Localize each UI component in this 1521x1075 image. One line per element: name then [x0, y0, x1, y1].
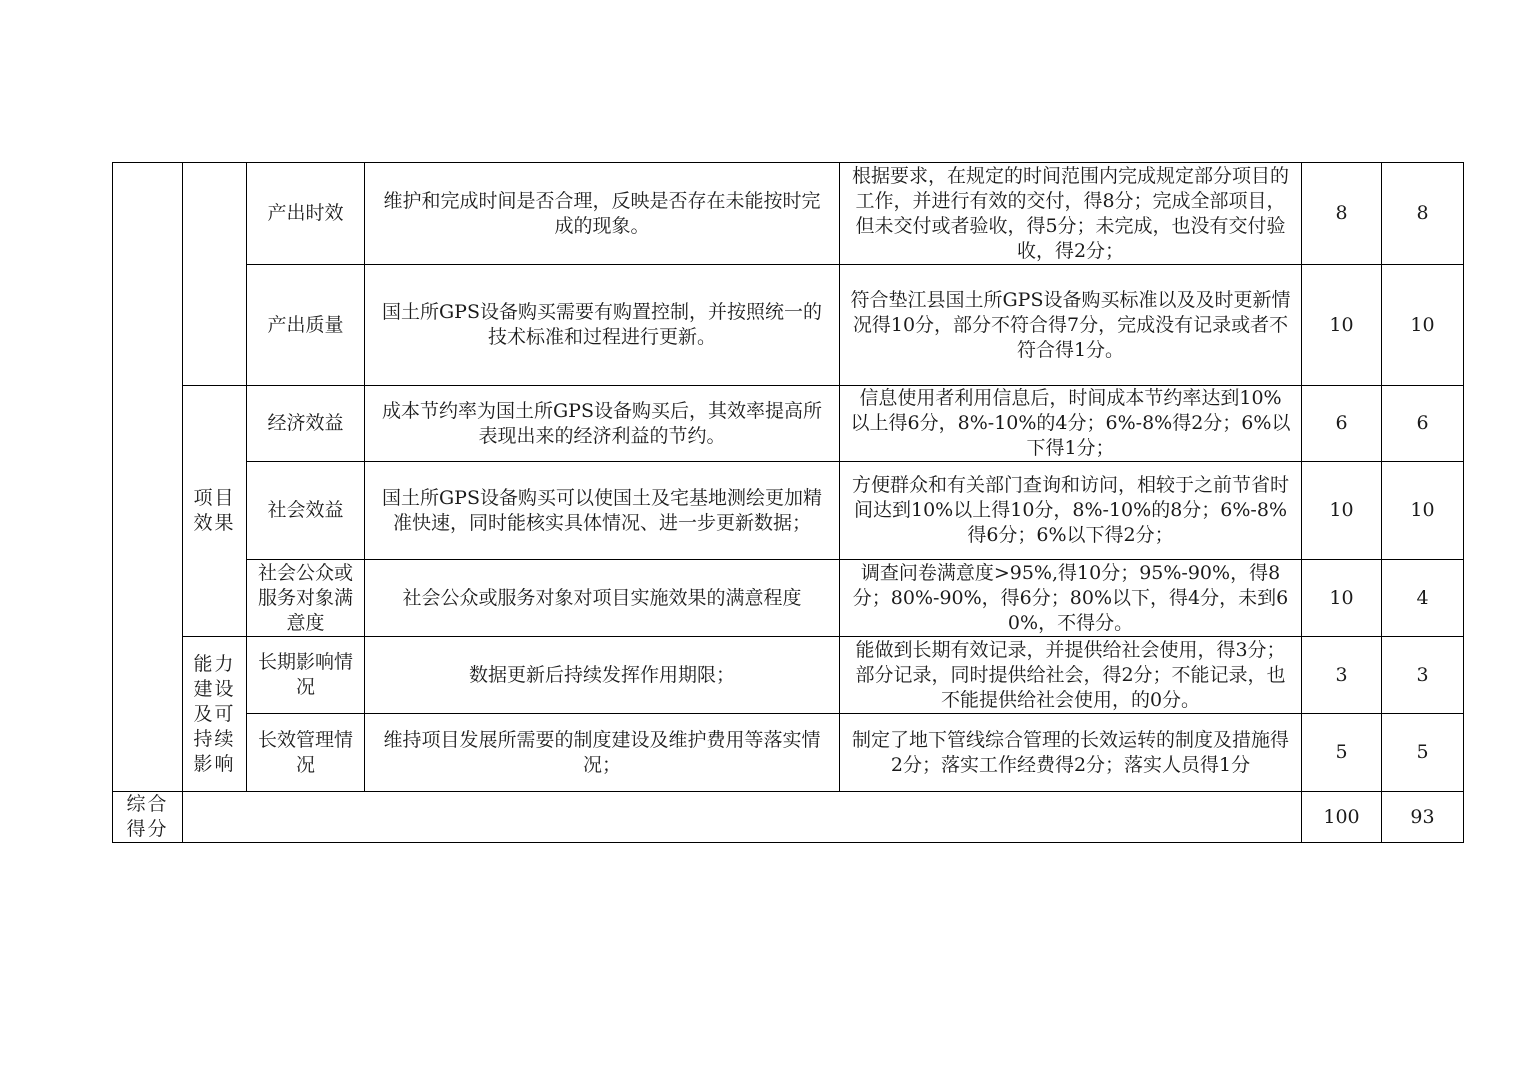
total-row — [113, 792, 1464, 843]
category-project-effect: 项目效果 — [183, 386, 247, 637]
indicator-cell: 产出质量 — [247, 265, 365, 386]
criteria-cell: 能做到长期有效记录，并提供给社会使用，得3分；部分记录，同时提供给社会，得2分；不能记录，也不能提供给社会使用，的0分。 — [840, 637, 1302, 714]
full-score-cell: 10 — [1302, 462, 1382, 560]
indicator-cell: 社会公众或服务对象满意度 — [247, 560, 365, 637]
content-cell: 国土所GPS设备购买需要有购置控制，并按照统一的技术标准和过程进行更新。 — [365, 265, 840, 386]
table-row — [113, 386, 1464, 462]
table-row — [113, 163, 1464, 265]
second-level-indicator-cell — [183, 163, 247, 386]
content-cell: 成本节约率为国土所GPS设备购买后，其效率提高所表现出来的经济利益的节约。 — [365, 386, 840, 462]
table-row — [113, 265, 1464, 386]
indicator-cell: 长期影响情况 — [247, 637, 365, 714]
indicator-cell: 长效管理情况 — [247, 714, 365, 792]
indicator-cell: 产出时效 — [247, 163, 365, 265]
evaluation-table — [112, 162, 1464, 843]
criteria-cell: 方便群众和有关部门查询和访问，相较于之前节省时间达到10%以上得10分，8%-10%的8分；6%-8%得6分；6%以下得2分； — [840, 462, 1302, 560]
score-cell: 10 — [1382, 265, 1464, 386]
full-score-cell: 5 — [1302, 714, 1382, 792]
content-cell: 国土所GPS设备购买可以使国土及宅基地测绘更加精准快速，同时能核实具体情况、进一步更新数据； — [365, 462, 840, 560]
content-cell: 社会公众或服务对象对项目实施效果的满意程度 — [365, 560, 840, 637]
full-score-cell: 6 — [1302, 386, 1382, 462]
score-cell: 4 — [1382, 560, 1464, 637]
score-cell: 3 — [1382, 637, 1464, 714]
total-empty-cell — [183, 792, 1302, 843]
criteria-cell: 调查问卷满意度>95%,得10分；95%-90%，得8分；80%-90%，得6分；80%以下，得4分，未到60%，不得分。 — [840, 560, 1302, 637]
indicator-cell: 经济效益 — [247, 386, 365, 462]
indicator-cell: 社会效益 — [247, 462, 365, 560]
criteria-cell: 符合垫江县国土所GPS设备购买标准以及及时更新情况得10分，部分不符合得7分，完成没有记录或者不符合得1分。 — [840, 265, 1302, 386]
content-cell: 维持项目发展所需要的制度建设及维护费用等落实情况； — [365, 714, 840, 792]
first-level-indicator-cell — [113, 163, 183, 792]
score-cell: 5 — [1382, 714, 1464, 792]
table-row — [113, 462, 1464, 560]
total-label: 综合得分 — [113, 792, 183, 843]
criteria-cell: 信息使用者利用信息后，时间成本节约率达到10%以上得6分，8%-10%的4分；6%-8%得2分；6%以下得1分； — [840, 386, 1302, 462]
category-capacity-building: 能力建设及可持续影响 — [183, 637, 247, 792]
full-score-cell: 8 — [1302, 163, 1382, 265]
full-score-cell: 10 — [1302, 265, 1382, 386]
total-score: 93 — [1382, 792, 1464, 843]
score-cell: 6 — [1382, 386, 1464, 462]
table-row — [113, 714, 1464, 792]
full-score-cell: 3 — [1302, 637, 1382, 714]
content-cell: 数据更新后持续发挥作用期限； — [365, 637, 840, 714]
score-cell: 8 — [1382, 163, 1464, 265]
full-score-cell: 10 — [1302, 560, 1382, 637]
content-cell: 维护和完成时间是否合理，反映是否存在未能按时完成的现象。 — [365, 163, 840, 265]
table-row — [113, 637, 1464, 714]
score-cell: 10 — [1382, 462, 1464, 560]
table-row — [113, 560, 1464, 637]
criteria-cell: 制定了地下管线综合管理的长效运转的制度及措施得2分；落实工作经费得2分；落实人员得1分 — [840, 714, 1302, 792]
total-full-score: 100 — [1302, 792, 1382, 843]
criteria-cell: 根据要求，在规定的时间范围内完成规定部分项目的工作，并进行有效的交付，得8分；完成全部项目，但未交付或者验收，得5分；未完成，也没有交付验收，得2分； — [840, 163, 1302, 265]
